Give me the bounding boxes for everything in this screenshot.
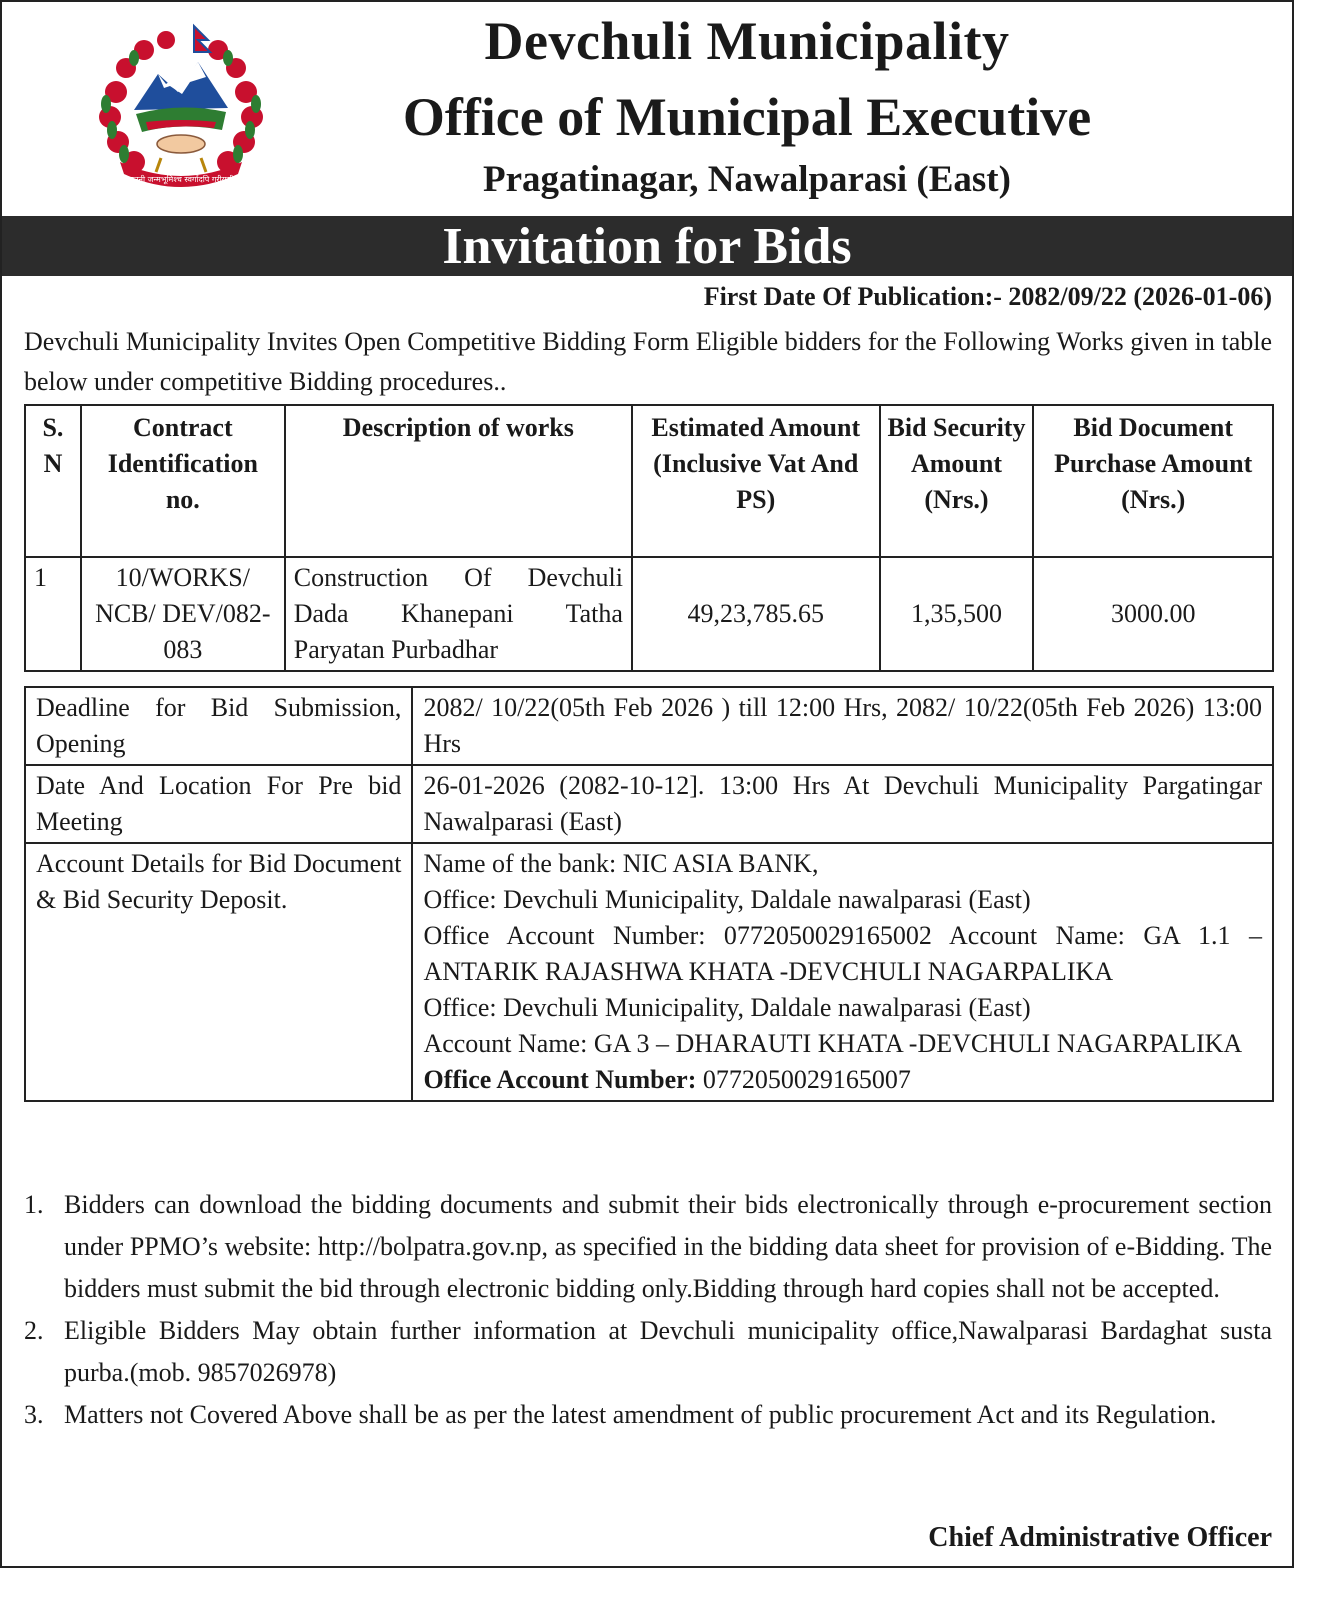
header-sn: S. N: [25, 405, 81, 557]
prebid-label-text: Date And Location For Pre bid Meeting: [36, 771, 402, 836]
details-table: [24, 686, 1274, 1102]
note-number: 1.: [24, 1190, 44, 1219]
notice-banner: Invitation for Bids: [2, 216, 1292, 276]
prebid-row: [25, 765, 1273, 843]
bank-name: Name of the bank: NIC ASIA BANK,: [423, 849, 819, 878]
list-item: [24, 1184, 1272, 1310]
prebid-label: [25, 765, 412, 843]
account-1: Office Account Number: 0772050029165002 Account Name: GA 1.1 – ANTARIK RAJASHWA KHATA -DEVCHULI NAGARPALIKA: [423, 921, 1262, 986]
note-text: Eligible Bidders May obtain further information at Devchuli municipality office,Nawalparasi Bardaghat susta purba.(mob. 9857026978): [64, 1316, 1272, 1387]
account-value: [412, 843, 1273, 1101]
cell-estimated-amount: 49,23,785.65: [632, 557, 880, 671]
cell-description: Construction Of Devchuli Dada Khanepani Tatha Paryatan Purbadhar: [285, 557, 632, 671]
office-address: Pragatinagar, Nawalparasi (East): [483, 159, 1011, 200]
deadline-label-text: Deadline for Bid Submission, Opening: [36, 693, 402, 758]
deadline-row: [25, 687, 1273, 765]
account-2-name: Account Name: GA 3 – DHARAUTI KHATA -DEVCHULI NAGARPALIKA: [423, 1029, 1243, 1058]
account-2-number-label: Office Account Number:: [423, 1065, 697, 1094]
cell-bid-security: 1,35,500: [880, 557, 1034, 671]
prebid-value: [412, 765, 1273, 843]
note-text: Matters not Covered Above shall be as per the latest amendment of public procurement Act and its Regulation.: [64, 1400, 1217, 1429]
office-line-2: Office: Devchuli Municipality, Daldale nawalparasi (East): [423, 993, 1031, 1022]
list-item: [24, 1310, 1272, 1394]
note-number: 2.: [24, 1316, 44, 1345]
nepal-coat-of-arms-icon: [86, 22, 276, 192]
account-label-text: Account Details for Bid Document & Bid Security Deposit.: [36, 849, 402, 914]
table-row: [25, 557, 1273, 671]
works-table: [24, 404, 1274, 672]
list-item: [24, 1394, 1272, 1436]
publication-date: First Date Of Publication:- 2082/09/22 (2026-01-06): [703, 282, 1272, 311]
header-purchase-amount: Bid Document Purchase Amount (Nrs.): [1033, 405, 1273, 557]
account-2-number-line: [423, 1062, 1262, 1098]
cell-sn: 1: [25, 557, 81, 671]
note-text: Bidders can download the bidding documents and submit their bids electronically through e-procurement section under PPMO’s website: http://bolpatra.gov.np, as specified in the bidding data sheet for provision of e-Bidding. The bidders must submit the bid through electronic bidding only.Bidding through hard copies shall not be accepted.: [64, 1190, 1272, 1303]
office-title: Office of Municipal Executive: [402, 87, 1092, 147]
cell-contract-id: 10/WORKS/ NCB/ DEV/082-083: [81, 557, 285, 671]
header-bid-security: Bid Security Amount (Nrs.): [880, 405, 1034, 557]
office-line-1: Office: Devchuli Municipality, Daldale nawalparasi (East): [423, 885, 1031, 914]
notes-list: [24, 1184, 1272, 1436]
account-row: [25, 843, 1273, 1101]
deadline-value: [412, 687, 1273, 765]
header: [2, 2, 1292, 216]
svg-text:जननी जन्मभूमिश्च स्वर्गादपि गर: जननी जन्मभूमिश्च स्वर्गादपि गरीयसी: [128, 175, 234, 184]
works-table-header-row: [25, 405, 1273, 557]
deadline-label: [25, 687, 412, 765]
municipality-title: Devchuli Municipality: [484, 11, 1010, 71]
note-number: 3.: [24, 1400, 44, 1429]
cell-purchase-amount: 3000.00: [1033, 557, 1273, 671]
intro-paragraph: Devchuli Municipality Invites Open Competitive Bidding Form Eligible bidders for the Following Works given in table below under competitive Bidding procedures..: [24, 327, 1272, 396]
signature: Chief Administrative Officer: [928, 1522, 1272, 1553]
account-2-number: 0772050029165007: [702, 1065, 911, 1094]
header-description: Description of works: [285, 405, 632, 557]
header-estimated-amount: Estimated Amount (Inclusive Vat And PS): [632, 405, 880, 557]
prebid-value-text: 26-01-2026 (2082-10-12]. 13:00 Hrs At Devchuli Municipality Pargatingar Nawalparasi (East): [423, 771, 1262, 836]
header-contract-id: Contract Identification no.: [81, 405, 285, 557]
account-label: [25, 843, 412, 1101]
deadline-value-text: 2082/ 10/22(05th Feb 2026 ) till 12:00 Hrs, 2082/ 10/22(05th Feb 2026) 13:00 Hrs: [423, 693, 1262, 758]
